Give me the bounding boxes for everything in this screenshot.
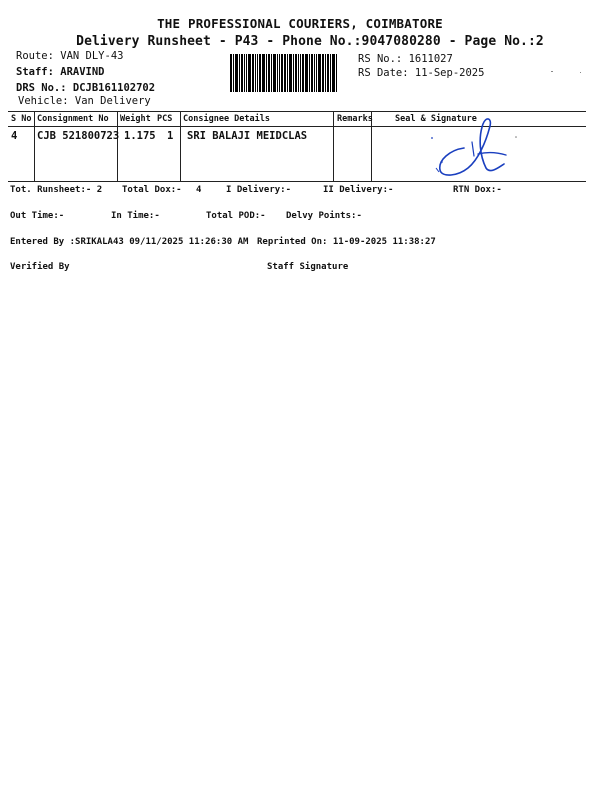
runsheet-subtitle: Delivery Runsheet - P43 - Phone No.:9047080280 - Page No.:2 <box>76 34 544 49</box>
handwritten-signature <box>420 112 520 182</box>
company-title: THE PROFESSIONAL COURIERS, COIMBATORE <box>157 16 443 31</box>
staff-label: Staff: ARAVIND <box>16 66 105 78</box>
col-header-remarks: Remarks <box>337 114 373 124</box>
barcode-image <box>230 54 355 92</box>
tot-runsheet: Tot. Runsheet:- 2 <box>10 185 103 195</box>
total-pod: Total POD:- <box>206 211 266 221</box>
row-weight: 1.175 <box>124 130 156 142</box>
col-header-seal-signature: Seal & Signature <box>395 114 477 124</box>
i-delivery: I Delivery:- <box>226 185 292 195</box>
scan-speck <box>551 71 553 72</box>
entered-by: Entered By :SRIKALA43 09/11/2025 11:26:30 AM <box>10 237 249 247</box>
total-dox-label: Total Dox:- <box>122 185 182 195</box>
in-time: In Time:- <box>111 211 160 221</box>
total-dox-value: 4 <box>196 185 202 195</box>
drs-number: DRS No.: DCJB161102702 <box>16 82 156 94</box>
scan-speck <box>580 72 581 73</box>
table-col-divider <box>34 111 35 181</box>
out-time: Out Time:- <box>10 211 65 221</box>
col-header-pcs: PCS <box>157 114 173 124</box>
table-col-divider <box>180 111 181 181</box>
verified-by: Verified By <box>10 262 70 272</box>
reprinted-on: Reprinted On: 11-09-2025 11:38:27 <box>257 237 436 247</box>
row-pcs: 1 <box>167 130 174 142</box>
row-consignee: SRI BALAJI MEIDCLAS <box>187 130 308 142</box>
table-col-divider <box>333 111 334 181</box>
row-consignment-no: CJB 521800723 <box>37 130 120 142</box>
col-header-weight: Weight <box>120 114 151 124</box>
rtn-dox: RTN Dox:- <box>453 185 502 195</box>
ii-delivery: II Delivery:- <box>323 185 394 195</box>
delvy-points: Delvy Points:- <box>286 211 362 221</box>
table-col-divider <box>117 111 118 181</box>
rs-number: RS No.: 1611027 <box>358 53 453 65</box>
staff-signature: Staff Signature <box>267 262 349 272</box>
rs-date: RS Date: 11-Sep-2025 <box>358 67 485 79</box>
row-sno: 4 <box>11 130 18 142</box>
col-header-consignee: Consignee Details <box>183 114 270 124</box>
route-label: Route: VAN DLY-43 <box>16 50 124 62</box>
col-header-sno: S No <box>11 114 32 124</box>
col-header-consignment: Consignment No <box>37 114 109 124</box>
vehicle-label: Vehicle: Van Delivery <box>18 95 151 107</box>
